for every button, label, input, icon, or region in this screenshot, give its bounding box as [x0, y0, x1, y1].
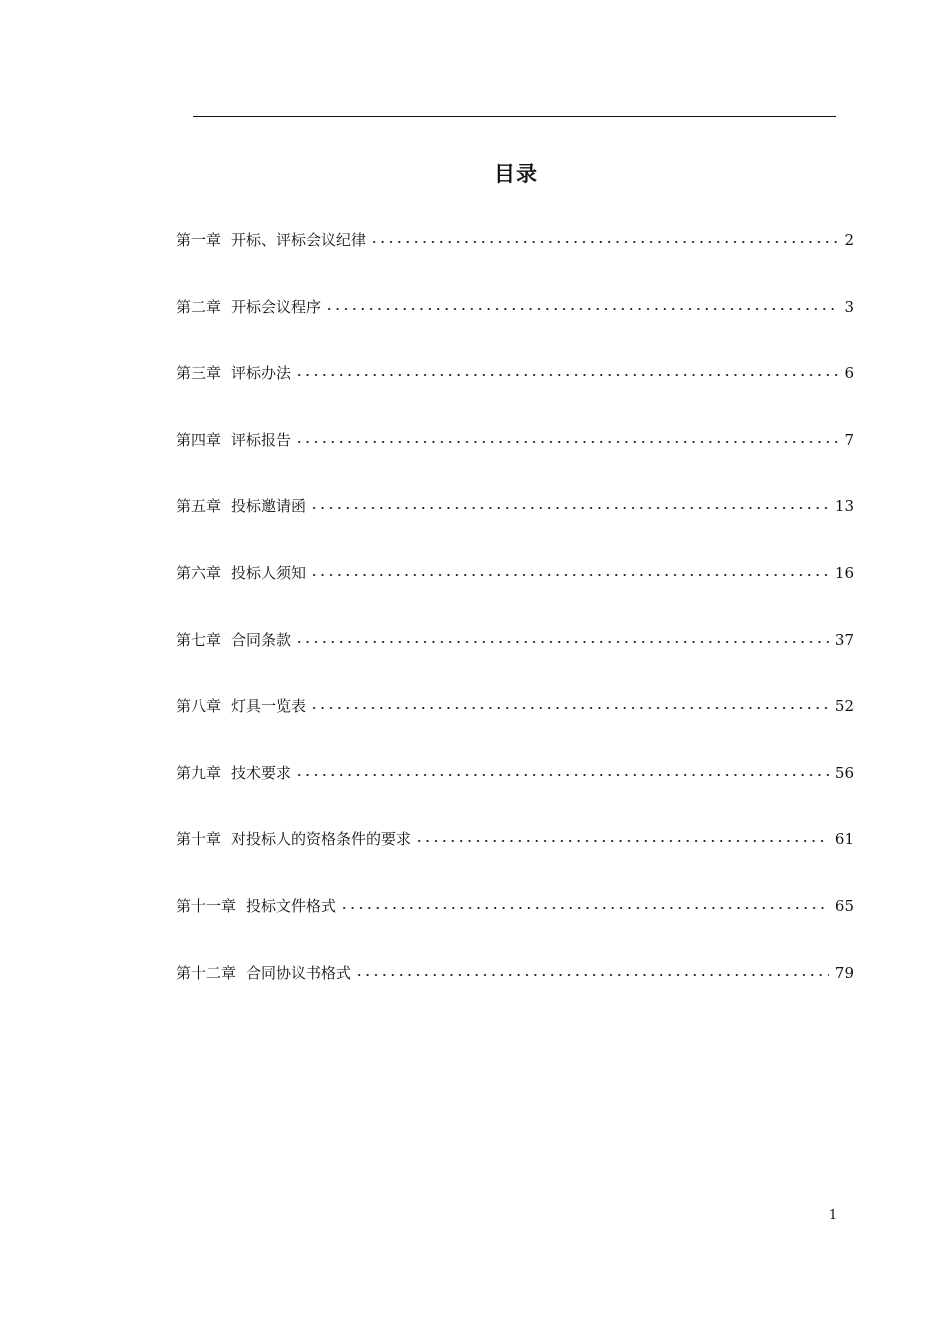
toc-entry-2[interactable]: [176, 295, 854, 362]
toc-chapter-number: 第十一章: [176, 896, 237, 915]
toc-chapter-heading: 评标办法: [231, 364, 292, 383]
toc-chapter-heading: 投标人须知: [231, 563, 307, 582]
toc-chapter-heading: 开标、评标会议纪律: [231, 231, 367, 249]
toc-page-number: 65: [834, 896, 854, 915]
toc-entry-6[interactable]: [176, 561, 854, 628]
toc-chapter-heading: 开标会议程序: [231, 297, 322, 316]
page-number: 1: [828, 1208, 838, 1223]
toc-chapter-heading: 对投标人的资格条件的要求: [231, 830, 412, 849]
toc-list: [176, 228, 854, 1027]
toc-chapter-number: 第九章: [176, 763, 222, 782]
toc-dot-leader: [295, 361, 838, 377]
toc-dot-leader: [340, 894, 829, 910]
toc-page-number: 52: [834, 697, 854, 716]
toc-page-number: 7: [844, 430, 854, 449]
toc-chapter-number: 第十章: [176, 830, 222, 849]
toc-page-number: 16: [834, 563, 854, 582]
toc-entry-5[interactable]: [176, 494, 854, 561]
toc-chapter-number: 第六章: [176, 563, 222, 582]
toc-entry-10[interactable]: [176, 827, 854, 894]
toc-entry-9[interactable]: [176, 761, 854, 828]
toc-dot-leader: [295, 761, 829, 777]
toc-dot-leader: [310, 694, 829, 710]
toc-dot-leader: [370, 228, 838, 244]
toc-dot-leader: [310, 561, 829, 577]
toc-entry-11[interactable]: [176, 894, 854, 961]
toc-chapter-heading: 灯具一览表: [231, 697, 307, 716]
toc-chapter-number: 第一章: [176, 231, 222, 249]
toc-entry-7[interactable]: [176, 628, 854, 695]
toc-dot-leader: [295, 628, 829, 644]
toc-chapter-heading: 评标报告: [231, 430, 292, 449]
toc-chapter-number: 第三章: [176, 364, 222, 383]
toc-dot-leader: [310, 494, 829, 510]
toc-page-number: 3: [844, 297, 854, 316]
toc-page-number: 61: [834, 830, 854, 849]
toc-page-number: 13: [834, 497, 854, 516]
toc-chapter-number: 第四章: [176, 430, 222, 449]
toc-chapter-number: 第七章: [176, 630, 222, 649]
toc-chapter-number: 第十二章: [176, 963, 237, 982]
header-rule: [193, 116, 836, 117]
toc-dot-leader: [325, 295, 838, 311]
toc-page-number: 6: [844, 364, 854, 383]
toc-page-number: 56: [834, 763, 854, 782]
toc-page-number: 37: [834, 630, 854, 649]
toc-entry-4[interactable]: [176, 428, 854, 495]
toc-entry-3[interactable]: [176, 361, 854, 428]
toc-dot-leader: [415, 827, 829, 843]
toc-chapter-heading: 合同条款: [231, 630, 292, 649]
toc-entry-12[interactable]: [176, 961, 854, 1028]
toc-chapter-heading: 技术要求: [231, 763, 292, 782]
toc-chapter-number: 第二章: [176, 297, 222, 316]
toc-chapter-heading: 合同协议书格式: [246, 963, 352, 982]
toc-chapter-number: 第八章: [176, 697, 222, 716]
toc-chapter-heading: 投标邀请函: [231, 497, 307, 516]
toc-chapter-number: 第五章: [176, 497, 222, 516]
toc-title: 目录: [494, 162, 538, 186]
toc-dot-leader: [295, 428, 838, 444]
toc-entry-1[interactable]: [176, 228, 854, 295]
toc-page-number: 2: [844, 231, 854, 249]
toc-entry-8[interactable]: [176, 694, 854, 761]
toc-dot-leader: [355, 961, 829, 977]
toc-page-number: 79: [834, 963, 854, 982]
toc-chapter-heading: 投标文件格式: [246, 896, 337, 915]
